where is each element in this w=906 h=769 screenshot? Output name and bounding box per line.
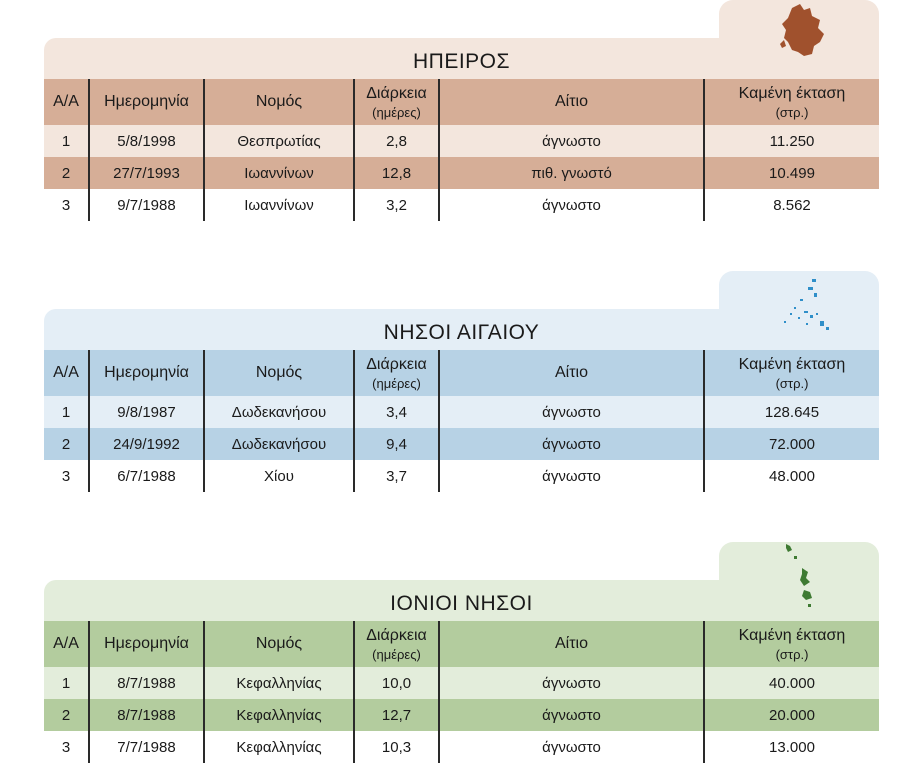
cell-prefecture: Δωδεκανήσου bbox=[204, 396, 354, 428]
cell-prefecture: Θεσπρωτίας bbox=[204, 125, 354, 157]
cell-area: 8.562 bbox=[773, 196, 811, 214]
cell-duration: 12,8 bbox=[354, 157, 439, 189]
cell-area: 11.250 bbox=[769, 132, 815, 150]
header-duration: Διάρκεια (ημέρες) bbox=[354, 350, 439, 396]
cell-aa: 2 bbox=[44, 428, 89, 460]
section-title: ΝΗΣΟΙ ΑΙΓΑΙΟΥ bbox=[383, 321, 540, 344]
fire-table bbox=[44, 350, 879, 492]
cell-duration: 9,4 bbox=[354, 428, 439, 460]
cell-duration: 12,7 bbox=[354, 699, 439, 731]
table-row bbox=[44, 396, 879, 428]
table-row bbox=[44, 460, 879, 492]
cell-aa: 2 bbox=[44, 157, 89, 189]
ionian-islands-map-icon bbox=[754, 542, 844, 614]
cell-area: 72.000 bbox=[704, 428, 879, 460]
cell-area: 128.645 bbox=[764, 403, 820, 421]
table-header-row bbox=[44, 350, 879, 396]
cell-duration: 10,3 bbox=[354, 731, 439, 763]
cell-date: 9/8/1987 bbox=[89, 396, 204, 428]
table-header-row bbox=[44, 621, 879, 667]
cell-cause: άγνωστο bbox=[439, 731, 704, 763]
cell-aa: 2 bbox=[44, 699, 89, 731]
cell-prefecture: Ιωαννίνων bbox=[204, 157, 354, 189]
header-prefecture: Νομός bbox=[204, 350, 354, 396]
cell-duration: 3,2 bbox=[354, 189, 439, 221]
header-date: Ημερομηνία bbox=[89, 350, 204, 396]
fire-table bbox=[44, 621, 879, 763]
cell-prefecture: Δωδεκανήσου bbox=[204, 428, 354, 460]
section-epirus bbox=[44, 0, 879, 214]
cell-prefecture: Κεφαλληνίας bbox=[204, 731, 354, 763]
header-aa: Α/Α bbox=[44, 621, 89, 667]
table-row bbox=[44, 157, 879, 189]
cell-date: 9/7/1988 bbox=[89, 189, 204, 221]
fire-table bbox=[44, 79, 879, 221]
cell-aa: 3 bbox=[44, 189, 89, 221]
cell-date: 27/7/1993 bbox=[89, 157, 204, 189]
cell-duration: 10,0 bbox=[354, 667, 439, 699]
header-area: Καμένη έκταση (στρ.) bbox=[704, 621, 879, 667]
table-row bbox=[44, 189, 879, 221]
aegean-islands-map-icon bbox=[754, 271, 844, 343]
table-row bbox=[44, 428, 879, 460]
section-title: ΙΟΝΙΟΙ ΝΗΣΟΙ bbox=[390, 592, 533, 615]
cell-aa: 1 bbox=[44, 125, 89, 157]
cell-cause: άγνωστο bbox=[439, 428, 704, 460]
cell-duration: 3,7 bbox=[354, 460, 439, 492]
table-row bbox=[44, 699, 879, 731]
cell-cause: άγνωστο bbox=[439, 189, 704, 221]
cell-cause: άγνωστο bbox=[439, 125, 704, 157]
header-area: Καμένη έκταση (στρ.) bbox=[704, 350, 879, 396]
table-header-row bbox=[44, 79, 879, 125]
table-row bbox=[44, 667, 879, 699]
cell-area: 40.000 bbox=[769, 674, 815, 692]
cell-prefecture: Ιωαννίνων bbox=[204, 189, 354, 221]
table-row bbox=[44, 125, 879, 157]
cell-date: 8/7/1988 bbox=[89, 699, 204, 731]
cell-aa: 3 bbox=[44, 460, 89, 492]
cell-date: 5/8/1998 bbox=[89, 125, 204, 157]
cell-date: 24/9/1992 bbox=[89, 428, 204, 460]
cell-cause: άγνωστο bbox=[439, 460, 704, 492]
table-row bbox=[44, 731, 879, 763]
section-ionian bbox=[44, 542, 879, 756]
header-date: Ημερομηνία bbox=[89, 621, 204, 667]
header-area: Καμένη έκταση (στρ.) bbox=[704, 79, 879, 125]
cell-aa: 1 bbox=[44, 396, 89, 428]
header-prefecture: Νομός bbox=[204, 621, 354, 667]
cell-area: 13.000 bbox=[769, 738, 815, 756]
cell-date: 6/7/1988 bbox=[89, 460, 204, 492]
cell-prefecture: Χίου bbox=[204, 460, 354, 492]
header-cause: Αίτιο bbox=[439, 350, 704, 396]
header-cause: Αίτιο bbox=[439, 621, 704, 667]
cell-duration: 2,8 bbox=[354, 125, 439, 157]
epirus-map-icon bbox=[754, 0, 844, 72]
cell-cause: άγνωστο bbox=[439, 667, 704, 699]
cell-date: 8/7/1988 bbox=[89, 667, 204, 699]
header-aa: Α/Α bbox=[44, 79, 89, 125]
header-duration: Διάρκεια (ημέρες) bbox=[354, 621, 439, 667]
cell-duration: 3,4 bbox=[354, 396, 439, 428]
cell-prefecture: Κεφαλληνίας bbox=[204, 699, 354, 731]
header-date: Ημερομηνία bbox=[89, 79, 204, 125]
cell-cause: πιθ. γνωστό bbox=[439, 157, 704, 189]
cell-area: 48.000 bbox=[769, 467, 815, 485]
cell-aa: 3 bbox=[44, 731, 89, 763]
cell-cause: άγνωστο bbox=[439, 396, 704, 428]
cell-cause: άγνωστο bbox=[439, 699, 704, 731]
section-aegean bbox=[44, 271, 879, 485]
cell-date: 7/7/1988 bbox=[89, 731, 204, 763]
header-duration: Διάρκεια (ημέρες) bbox=[354, 79, 439, 125]
cell-area: 20.000 bbox=[704, 699, 879, 731]
cell-aa: 1 bbox=[44, 667, 89, 699]
header-cause: Αίτιο bbox=[439, 79, 704, 125]
header-prefecture: Νομός bbox=[204, 79, 354, 125]
header-aa: Α/Α bbox=[44, 350, 89, 396]
cell-prefecture: Κεφαλληνίας bbox=[204, 667, 354, 699]
section-title: ΗΠΕΙΡΟΣ bbox=[413, 50, 510, 73]
cell-area: 10.499 bbox=[704, 157, 879, 189]
